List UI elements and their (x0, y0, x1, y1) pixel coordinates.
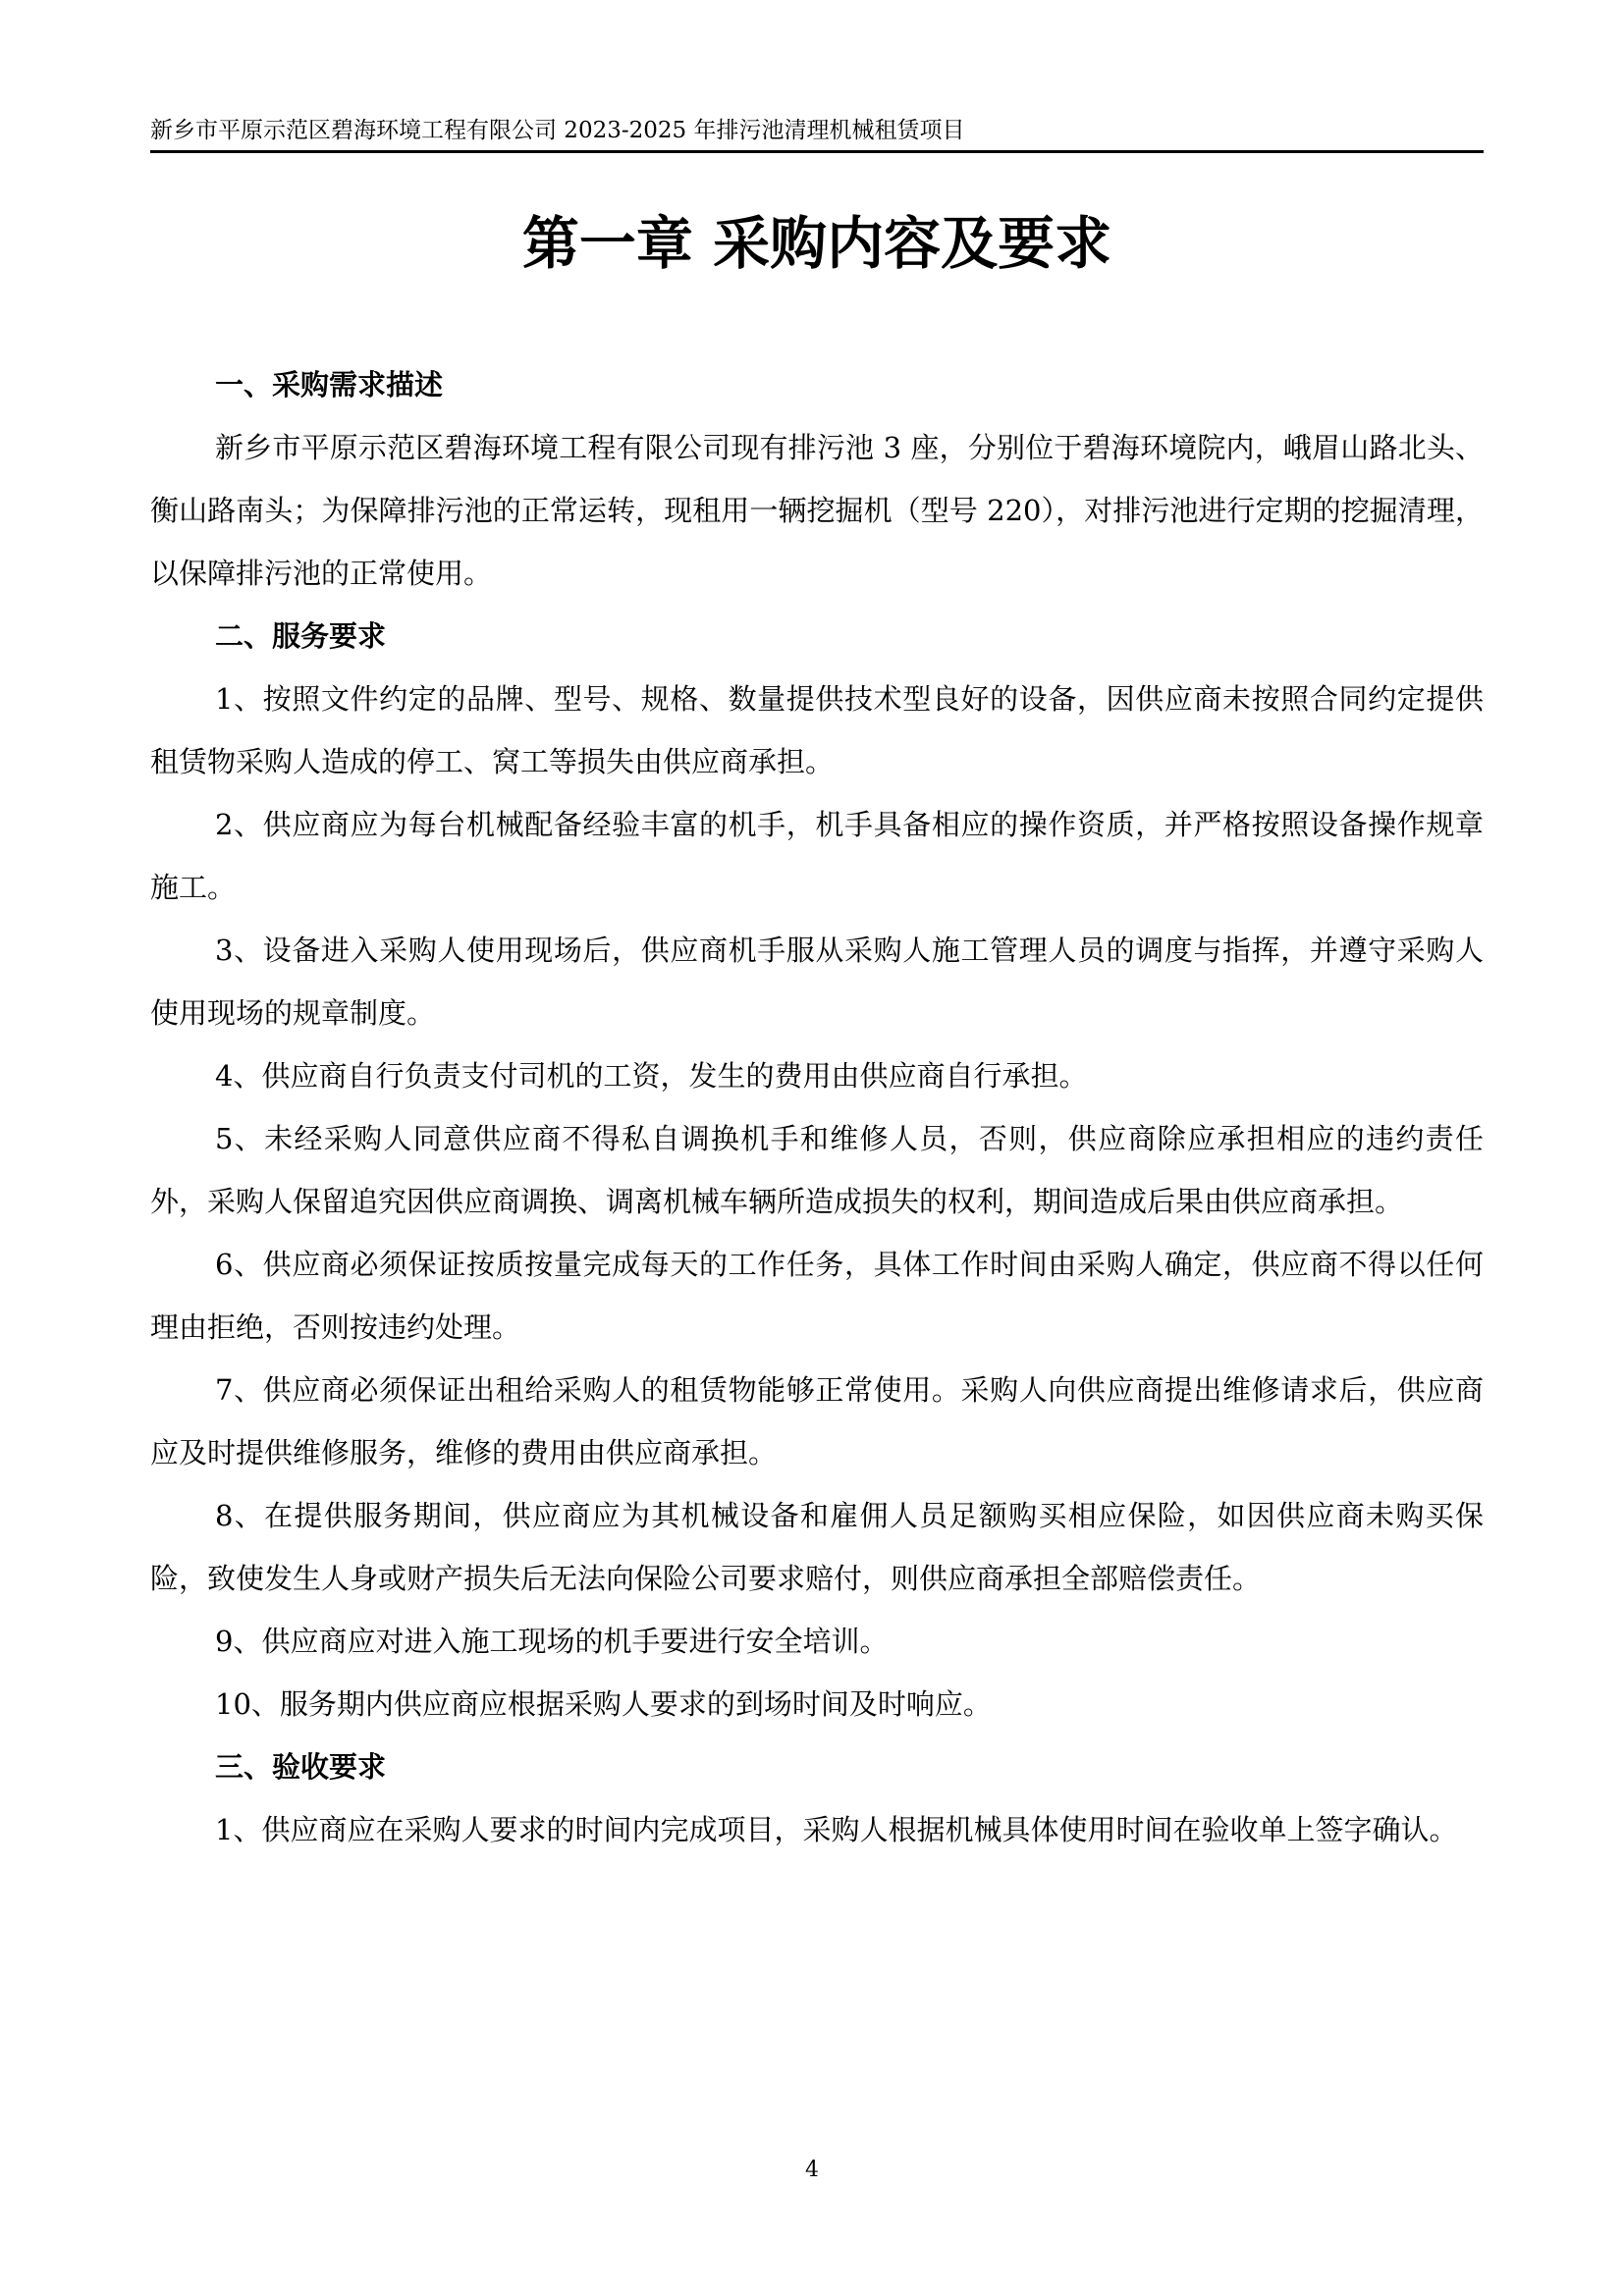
running-header: 新乡市平原示范区碧海环境工程有限公司 2023-2025 年排污池清理机械租赁项目 (150, 118, 965, 143)
paragraph-procurement-description: 新乡市平原示范区碧海环境工程有限公司现有排污池 3 座，分别位于碧海环境院内，峨眉山路北头、衡山路南头；为保障排污池的正常运转，现租用一辆挖掘机（型号 220），对排污池进行定期的挖掘清理，以保障排污池的正常使用。 (150, 431, 1484, 590)
chapter-title: 第一章 采购内容及要求 (521, 210, 1112, 277)
service-requirement-item: 1、按照文件约定的品牌、型号、规格、数量提供技术型良好的设备，因供应商未按照合同约定提供租赁物采购人造成的停工、窝工等损失由供应商承担。 (150, 682, 1484, 778)
service-requirement-item: 10、服务期内供应商应根据采购人要求的到场时间及时响应。 (215, 1687, 992, 1721)
service-requirement-item: 5、未经采购人同意供应商不得私自调换机手和维修人员，否则，供应商除应承担相应的违约责任外，采购人保留追究因供应商调换、调离机械车辆所造成损失的权利，期间造成后果由供应商承担。 (150, 1122, 1484, 1218)
acceptance-requirement-item: 1、供应商应在采购人要求的时间内完成项目，采购人根据机械具体使用时间在验收单上签字确认。 (215, 1813, 1458, 1846)
service-requirement-item: 3、设备进入采购人使用现场后，供应商机手服从采购人施工管理人员的调度与指挥，并遵守采购人使用现场的规章制度。 (150, 934, 1484, 1030)
section-heading-acceptance-requirements: 三、验收要求 (215, 1750, 387, 1784)
service-requirement-item: 7、供应商必须保证出租给采购人的租赁物能够正常使用。采购人向供应商提出维修请求后，供应商应及时提供维修服务，维修的费用由供应商承担。 (150, 1373, 1484, 1469)
header-rule (150, 150, 1484, 153)
service-requirement-item: 4、供应商自行负责支付司机的工资，发生的费用由供应商自行承担。 (215, 1059, 1088, 1093)
section-heading-procurement-description: 一、采购需求描述 (215, 368, 444, 401)
document-body (150, 353, 1484, 1861)
page-number: 4 (805, 2158, 819, 2182)
service-requirement-item: 2、供应商应为每台机械配备经验丰富的机手，机手具备相应的操作资质，并严格按照设备操作规章施工。 (150, 808, 1484, 904)
section-heading-service-requirements: 二、服务要求 (215, 619, 387, 653)
service-requirement-item: 6、供应商必须保证按质按量完成每天的工作任务，具体工作时间由采购人确定，供应商不得以任何理由拒绝，否则按违约处理。 (150, 1248, 1484, 1344)
service-requirement-item: 9、供应商应对进入施工现场的机手要进行安全培训。 (215, 1625, 889, 1658)
service-requirement-item: 8、在提供服务期间，供应商应为其机械设备和雇佣人员足额购买相应保险，如因供应商未购买保险，致使发生人身或财产损失后无法向保险公司要求赔付，则供应商承担全部赔偿责任。 (150, 1499, 1484, 1595)
